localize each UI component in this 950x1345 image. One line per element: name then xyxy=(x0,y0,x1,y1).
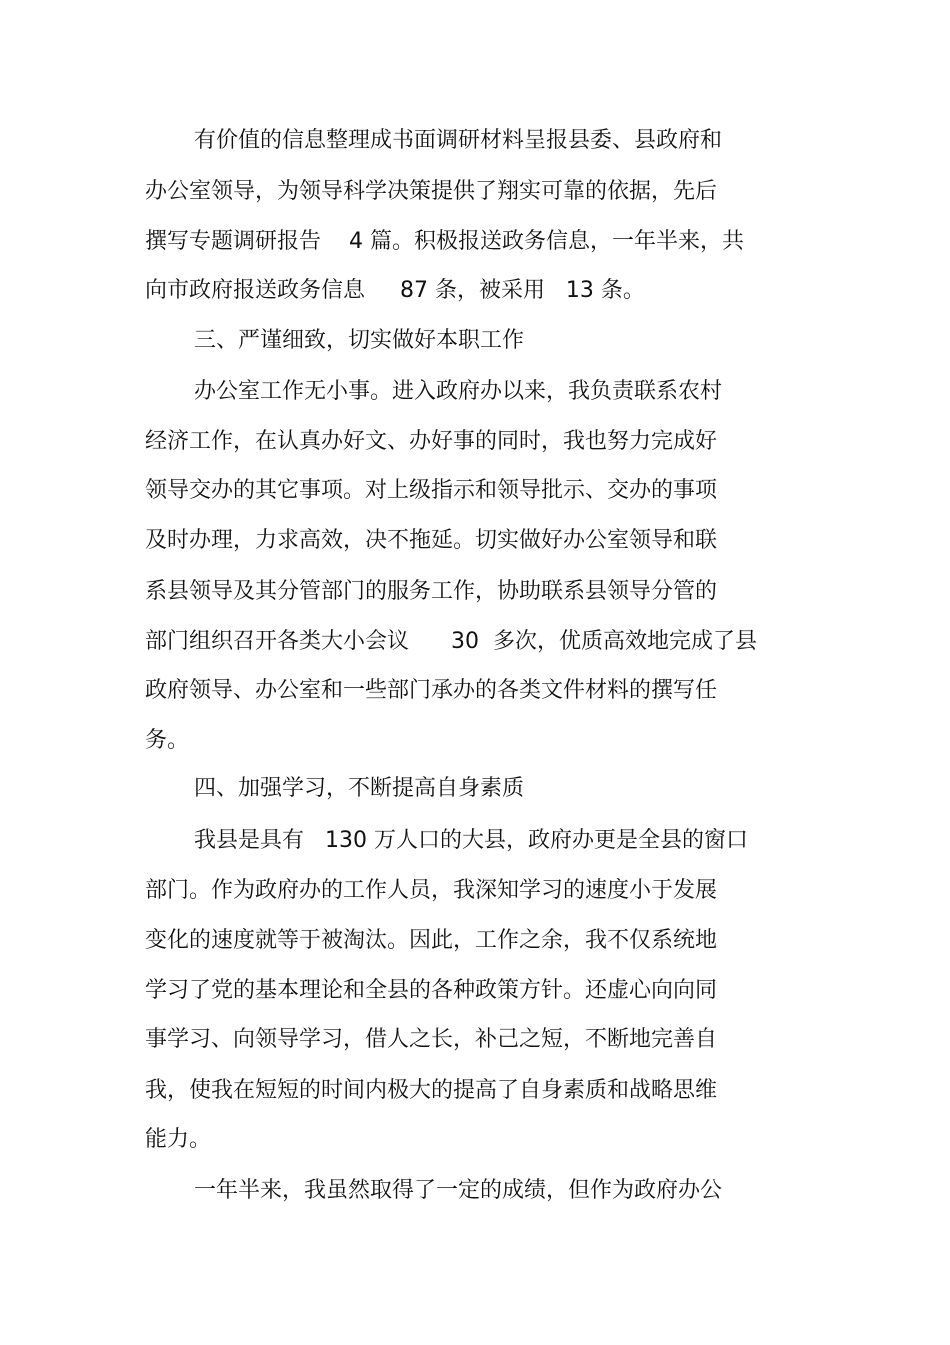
paragraph-line: 我县是具有 130 万人口的大县，政府办更是全县的窗口 xyxy=(194,828,748,853)
paragraph-line: 经济工作，在认真办好文、办好事的同时，我也努力完成好 xyxy=(145,429,718,454)
paragraph-line: 部门。作为政府办的工作人员，我深知学习的速度小于发展 xyxy=(145,878,718,903)
paragraph-line: 及时办理，力求高效，决不拖延。切实做好办公室领导和联 xyxy=(145,528,718,553)
paragraph-line: 向市政府报送政务信息 87 条，被采用 13 条。 xyxy=(145,278,645,303)
paragraph-line: 有价值的信息整理成书面调研材料呈报县委、县政府和 xyxy=(194,128,723,153)
paragraph-line: 我，使我在短短的时间内极大的提高了自身素质和战略思维 xyxy=(145,1078,718,1103)
paragraph-line: 系县领导及其分管部门的服务工作，协助联系县领导分管的 xyxy=(145,579,718,604)
paragraph-line: 撰写专题调研报告 4 篇。积极报送政务信息，一年半来，共 xyxy=(145,229,744,254)
paragraph-line: 变化的速度就等于被淘汰。因此，工作之余，我不仅系统地 xyxy=(145,928,718,953)
paragraph-line: 办公室工作无小事。进入政府办以来，我负责联系农村 xyxy=(194,379,723,404)
section-heading: 四、加强学习，不断提高自身素质 xyxy=(194,776,525,801)
paragraph-line: 领导交办的其它事项。对上级指示和领导批示、交办的事项 xyxy=(145,478,718,503)
paragraph-line: 事学习、向领导学习，借人之长，补己之短，不断地完善自 xyxy=(145,1027,718,1052)
paragraph-line: 一年半来，我虽然取得了一定的成绩，但作为政府办公 xyxy=(194,1178,723,1203)
paragraph-line: 学习了党的基本理论和全县的各种政策方针。还虚心向向同 xyxy=(145,978,718,1003)
paragraph-line: 政府领导、办公室和一些部门承办的各类文件材料的撰写任 xyxy=(145,678,718,703)
paragraph-line: 能力。 xyxy=(145,1127,212,1152)
paragraph-line: 部门组织召开各类大小会议 30 多次，优质高效地完成了县 xyxy=(145,629,757,654)
section-heading: 三、严谨细致，切实做好本职工作 xyxy=(194,328,525,353)
paragraph-line: 办公室领导，为领导科学决策提供了翔实可靠的依据，先后 xyxy=(145,179,718,204)
paragraph-line: 务。 xyxy=(145,728,190,753)
